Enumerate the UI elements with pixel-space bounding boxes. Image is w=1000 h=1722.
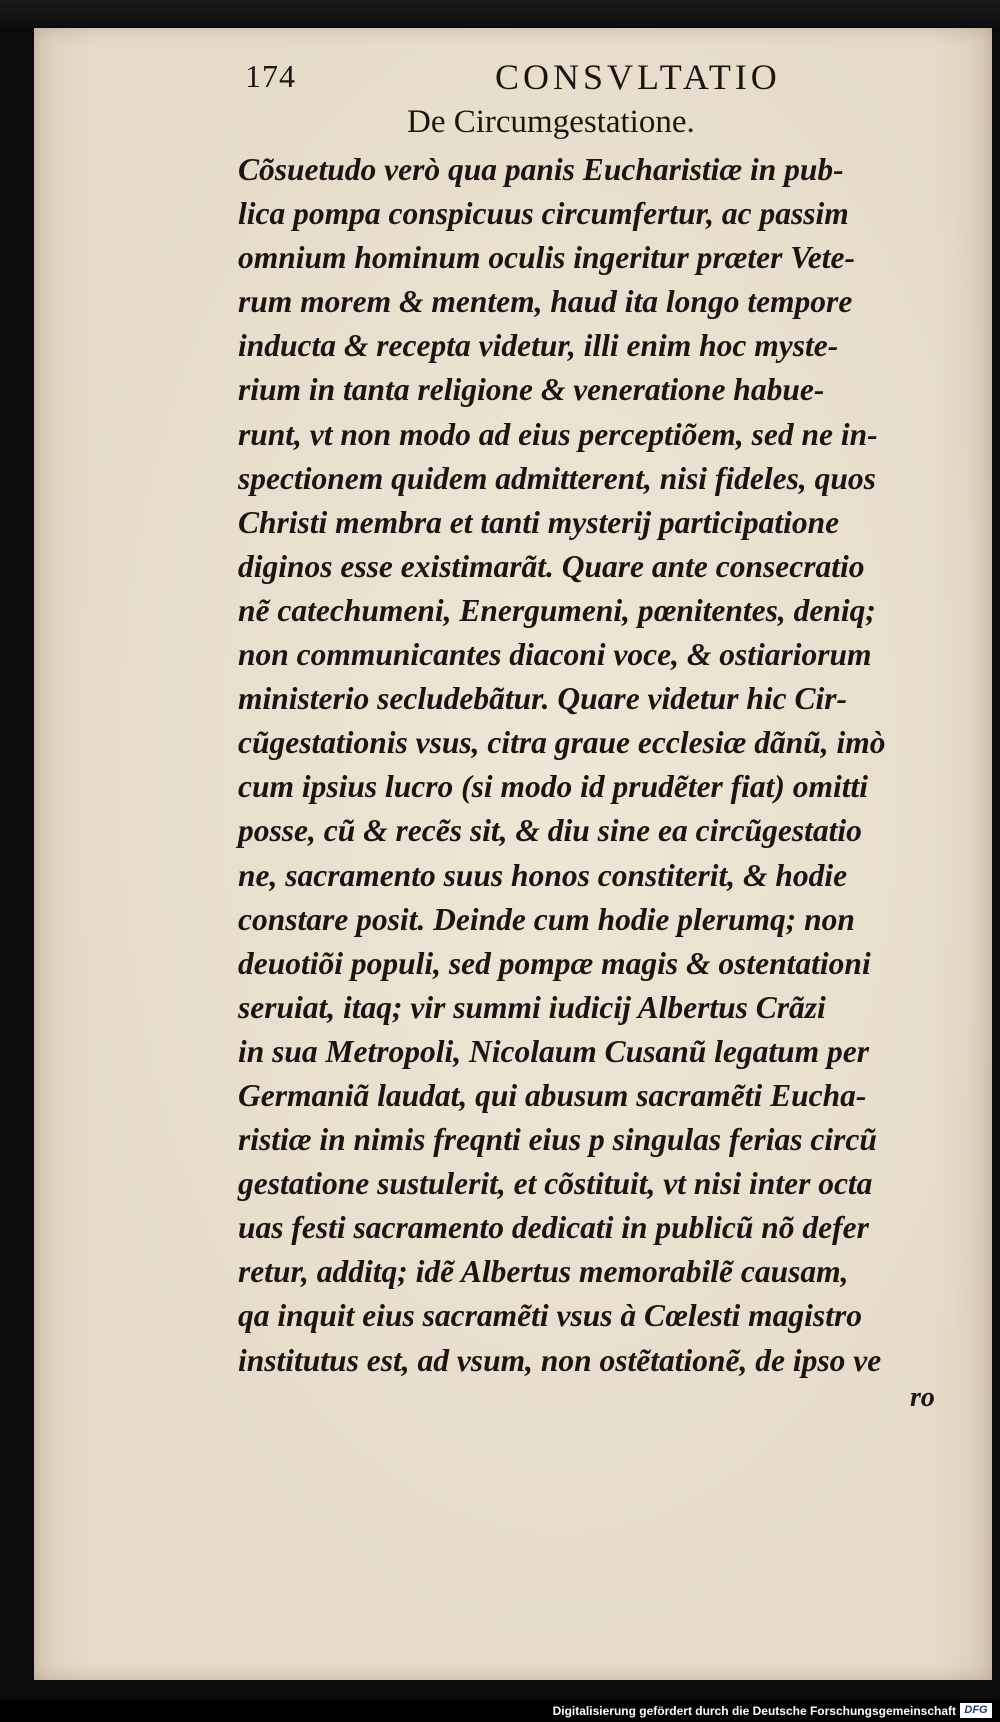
text-line: seruiat, itaq; vir summi iudicij Albertus Crãzi — [238, 989, 826, 1025]
text-line: rium in tanta religione & veneratione habue- — [238, 372, 825, 408]
footer-credit: Digitalisierung gefördert durch die Deutsche Forschungsgemeinschaft — [552, 1704, 956, 1718]
text-line: diginos esse existimarãt. Quare ante consecratio — [238, 548, 865, 584]
text-line: ministerio secludebãtur. Quare videtur hic Cir- — [238, 681, 848, 717]
text-line: Christi membra et tanti mysterij participatione — [238, 504, 840, 540]
text-line: ne, sacramento suus honos constiterit, & hodie — [238, 857, 848, 893]
text-line: cũgestationis vsus, citra graue ecclesiæ dãnũ, imò — [238, 725, 886, 761]
text-line: runt, vt non modo ad eius perceptiõem, sed ne in- — [238, 416, 878, 452]
text-line: lica pompa conspicuus circumfertur, ac passim — [238, 196, 849, 232]
text-line: omnium hominum oculis ingeritur præter Vete- — [238, 240, 856, 276]
text-line: Cõsuetudo verò qua panis Eucharistiæ in pub- — [238, 152, 844, 187]
running-head: CONSVLTATIO — [495, 57, 781, 97]
text-line: Germaniã laudat, qui abusum sacramẽti Eucha- — [238, 1077, 867, 1113]
text-line: constare posit. Deinde cum hodie plerumq; non — [238, 901, 855, 937]
text-line: gestatione sustulerit, et cõstituit, vt nisi inter octa — [238, 1166, 873, 1202]
text-line: institutus est, ad vsum, non ostẽtationẽ, de ipso ve — [238, 1342, 882, 1378]
text-line: qa inquit eius sacramẽti vsus à Cœlesti magistro — [238, 1298, 862, 1334]
dfg-logo: DFG — [960, 1703, 992, 1718]
text-line: posse, cũ & recẽs sit, & diu sine ea circũgestatio — [238, 813, 862, 849]
text-line: deuotiõi populi, sed pompæ magis & ostentationi — [238, 945, 871, 981]
catchword: ro — [910, 1382, 935, 1413]
text-line: inducta & recepta videtur, illi enim hoc myste- — [238, 328, 839, 364]
page-number: 174 — [245, 58, 296, 94]
text-line: non communicantes diaconi voce, & ostiariorum — [238, 637, 872, 673]
text-line: retur, additq; idẽ Albertus memorabilẽ causam, — [238, 1254, 849, 1290]
text-line: spectionem quidem admitterent, nisi fideles, quos — [238, 460, 876, 496]
scan-top-edge — [0, 0, 1000, 26]
text-line: uas festi sacramento dedicati in publicũ nõ defer — [238, 1210, 869, 1246]
text-line: in sua Metropoli, Nicolaum Cusanũ legatum per — [238, 1033, 869, 1069]
text-line: nẽ catechumeni, Energumeni, pœnitentes, deniq; — [238, 592, 876, 628]
text-line: ristiæ in nimis freqnti eius p singulas ferias circũ — [238, 1122, 877, 1158]
text-line: rum morem & mentem, haud ita longo tempore — [238, 284, 853, 320]
body-text — [238, 148, 958, 1383]
section-heading: De Circumgestatione. — [407, 104, 695, 140]
text-line: cum ipsius lucro (si modo id prudẽter fiat) omitti — [238, 769, 869, 805]
